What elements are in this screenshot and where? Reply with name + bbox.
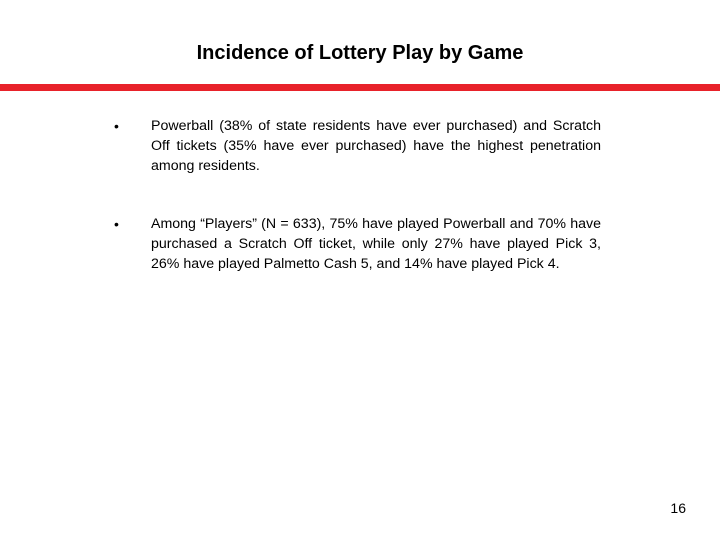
- bullet-item: [0, 214, 720, 274]
- bullet-text: Among “Players” (N = 633), 75% have played Powerball and 70% have purchased a Scratch Off ticket, while only 27% have played Pick 3, 26% have played Palmetto Cash 5, and 14% have played Pick 4.: [151, 216, 601, 272]
- bullet-text: Powerball (38% of state residents have ever purchased) and Scratch Off tickets (35% have ever purchased) have the highest penetration among residents.: [151, 118, 601, 174]
- title-divider: [0, 84, 720, 91]
- slide-title: Incidence of Lottery Play by Game: [196, 42, 524, 64]
- page-number: 16: [670, 500, 686, 516]
- bullet-item: [0, 116, 720, 176]
- bullet-marker: •: [114, 216, 119, 232]
- bullet-list: [0, 116, 720, 312]
- bullet-marker: •: [114, 118, 119, 134]
